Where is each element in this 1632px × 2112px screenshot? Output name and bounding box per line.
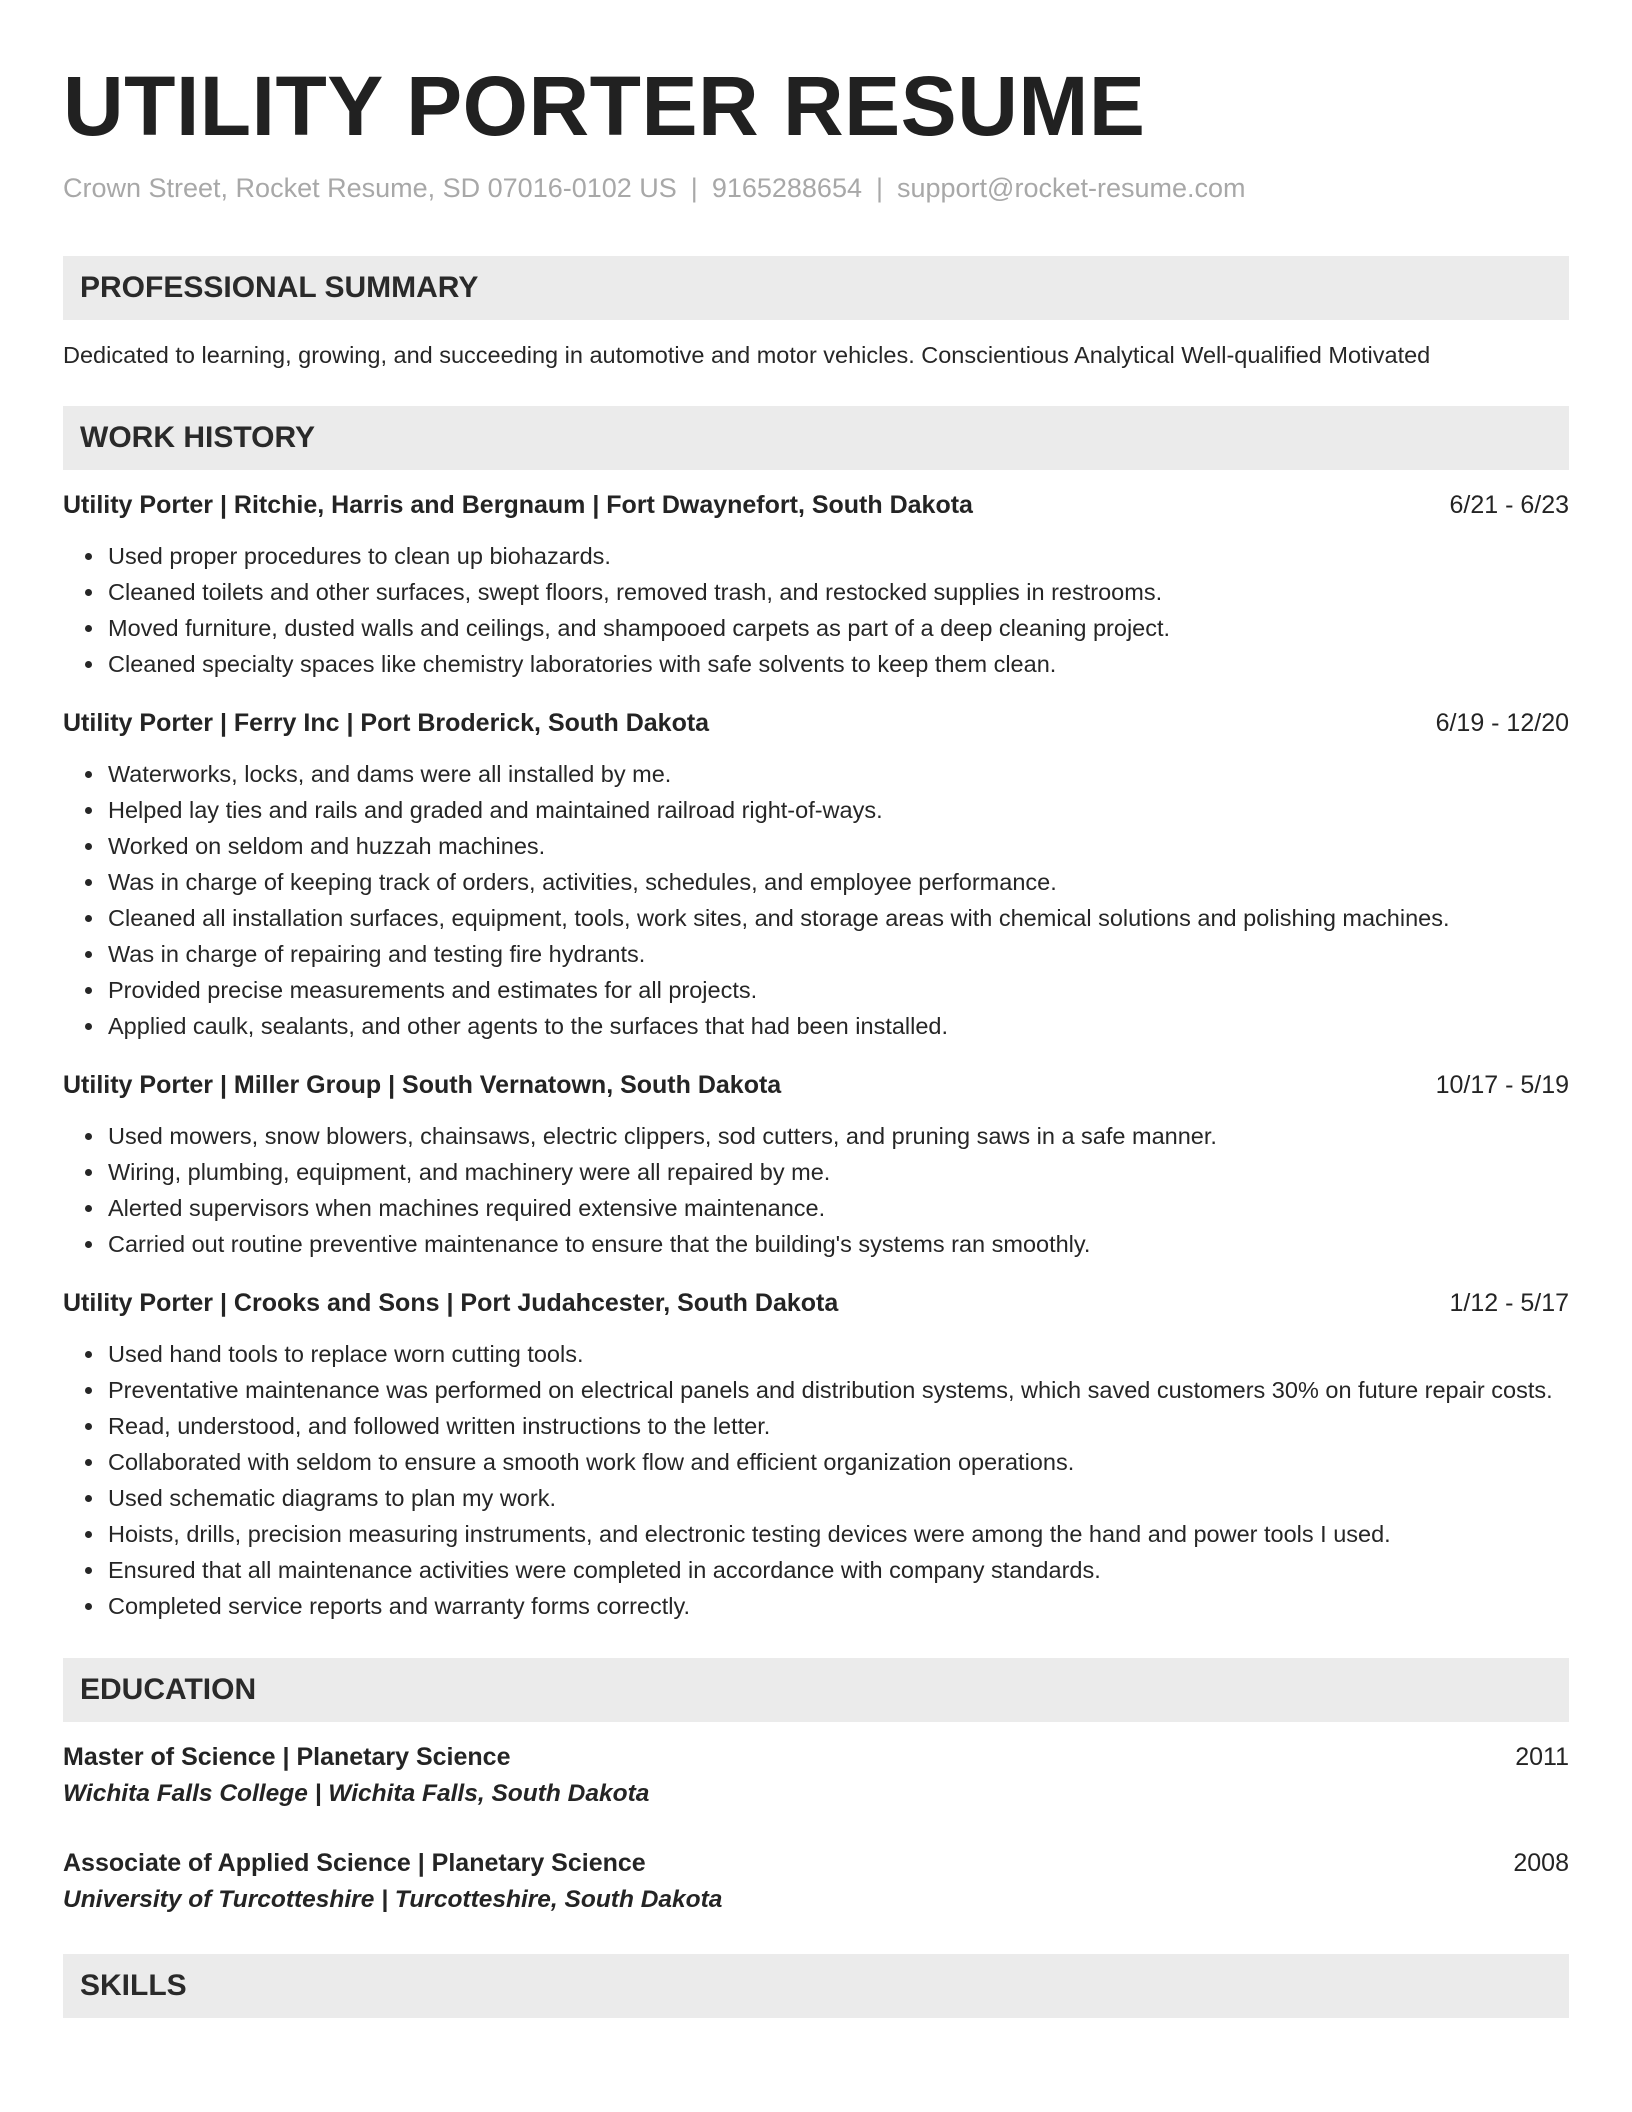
job-bullet: • Used mowers, snow blowers, chainsaws, electric clippers, sod cutters, and pruning saws in a safe manner. [106, 1118, 1569, 1154]
job-bullet: • Worked on seldom and huzzah machines. [106, 828, 1569, 864]
job-dates: 6/19 - 12/20 [1435, 709, 1569, 737]
contact-phone: 9165288654 [711, 173, 862, 203]
job-title: Utility Porter | Crooks and Sons | Port Judahcester, South Dakota [63, 1289, 839, 1317]
job-bullet: • Was in charge of keeping track of orders, activities, schedules, and employee performance. [106, 864, 1569, 900]
education-year: 2011 [1515, 1743, 1569, 1771]
resume-title: UTILITY PORTER RESUME [63, 59, 1146, 153]
education-entry [63, 1740, 1569, 1812]
job-header [63, 488, 1569, 522]
summary-heading: PROFESSIONAL SUMMARY [63, 256, 1569, 320]
job-bullet: • Cleaned toilets and other surfaces, swept floors, removed trash, and restocked supplies in restrooms. [106, 574, 1569, 610]
job-bullet: • Used proper procedures to clean up biohazards. [106, 538, 1569, 574]
job-bullet: • Waterworks, locks, and dams were all installed by me. [106, 756, 1569, 792]
contact-separator: | [875, 173, 883, 203]
job-bullet: • Cleaned specialty spaces like chemistry laboratories with safe solvents to keep them clean. [106, 646, 1569, 682]
job-bullet: • Applied caulk, sealants, and other agents to the surfaces that had been installed. [106, 1008, 1569, 1044]
job-title: Utility Porter | Miller Group | South Vernatown, South Dakota [63, 1071, 782, 1099]
job-bullet: • Moved furniture, dusted walls and ceilings, and shampooed carpets as part of a deep cleaning project. [106, 610, 1569, 646]
contact-address: Crown Street, Rocket Resume, SD 07016-0102 US [63, 173, 677, 203]
job-entry [63, 706, 1569, 1044]
job-bullet: • Preventative maintenance was performed on electrical panels and distribution systems, which saved customers 30% on future repair costs. [106, 1372, 1569, 1408]
job-header [63, 1068, 1569, 1102]
job-bullet: • Helped lay ties and rails and graded and maintained railroad right-of-ways. [106, 792, 1569, 828]
education-school: University of Turcotteshire | Turcotteshire, South Dakota [63, 1886, 723, 1913]
job-entry [63, 1068, 1569, 1262]
education-header [63, 1740, 1569, 1774]
education-school: Wichita Falls College | Wichita Falls, South Dakota [63, 1780, 650, 1807]
job-bullet: • Completed service reports and warranty forms correctly. [106, 1588, 1569, 1624]
job-title: Utility Porter | Ferry Inc | Port Broderick, South Dakota [63, 709, 710, 737]
job-bullet: • Ensured that all maintenance activities were completed in accordance with company standards. [106, 1552, 1569, 1588]
contact-separator: | [690, 173, 698, 203]
job-bullet-list [63, 538, 1569, 682]
job-bullet: • Alerted supervisors when machines required extensive maintenance. [106, 1190, 1569, 1226]
job-header [63, 706, 1569, 740]
skills-heading: SKILLS [63, 1954, 1569, 2018]
work-history-heading: WORK HISTORY [63, 406, 1569, 470]
job-bullet-list [63, 1118, 1569, 1262]
education-entry [63, 1846, 1569, 1918]
contact-email: support@rocket-resume.com [897, 173, 1246, 203]
job-bullet-list [63, 1336, 1569, 1624]
job-bullet: • Read, understood, and followed written instructions to the letter. [106, 1408, 1569, 1444]
job-bullet-list [63, 756, 1569, 1044]
education-degree: Master of Science | Planetary Science [63, 1743, 511, 1771]
job-bullet: • Wiring, plumbing, equipment, and machinery were all repaired by me. [106, 1154, 1569, 1190]
job-bullet: • Provided precise measurements and estimates for all projects. [106, 972, 1569, 1008]
job-bullet: • Cleaned all installation surfaces, equipment, tools, work sites, and storage areas with chemical solutions and polishing machines. [106, 900, 1569, 936]
job-bullet: • Hoists, drills, precision measuring instruments, and electronic testing devices were among the hand and power tools I used. [106, 1516, 1569, 1552]
job-bullet: • Was in charge of repairing and testing fire hydrants. [106, 936, 1569, 972]
job-bullet: • Used schematic diagrams to plan my work. [106, 1480, 1569, 1516]
job-title: Utility Porter | Ritchie, Harris and Bergnaum | Fort Dwaynefort, South Dakota [63, 491, 973, 519]
job-dates: 1/12 - 5/17 [1449, 1289, 1569, 1317]
education-heading: EDUCATION [63, 1658, 1569, 1722]
job-bullet: • Carried out routine preventive maintenance to ensure that the building's systems ran smoothly. [106, 1226, 1569, 1262]
job-bullet: • Collaborated with seldom to ensure a smooth work flow and efficient organization operations. [106, 1444, 1569, 1480]
job-entry [63, 488, 1569, 682]
summary-text: Dedicated to learning, growing, and succeeding in automotive and motor vehicles. Conscientious Analytical Well-qualified Motivated [63, 342, 1431, 368]
job-header [63, 1286, 1569, 1320]
contact-line [63, 170, 1569, 206]
education-degree: Associate of Applied Science | Planetary Science [63, 1849, 646, 1877]
education-header [63, 1846, 1569, 1880]
job-bullet: • Used hand tools to replace worn cutting tools. [106, 1336, 1569, 1372]
job-dates: 6/21 - 6/23 [1449, 491, 1569, 519]
job-entry [63, 1286, 1569, 1624]
job-dates: 10/17 - 5/19 [1435, 1071, 1569, 1099]
education-year: 2008 [1513, 1849, 1569, 1877]
